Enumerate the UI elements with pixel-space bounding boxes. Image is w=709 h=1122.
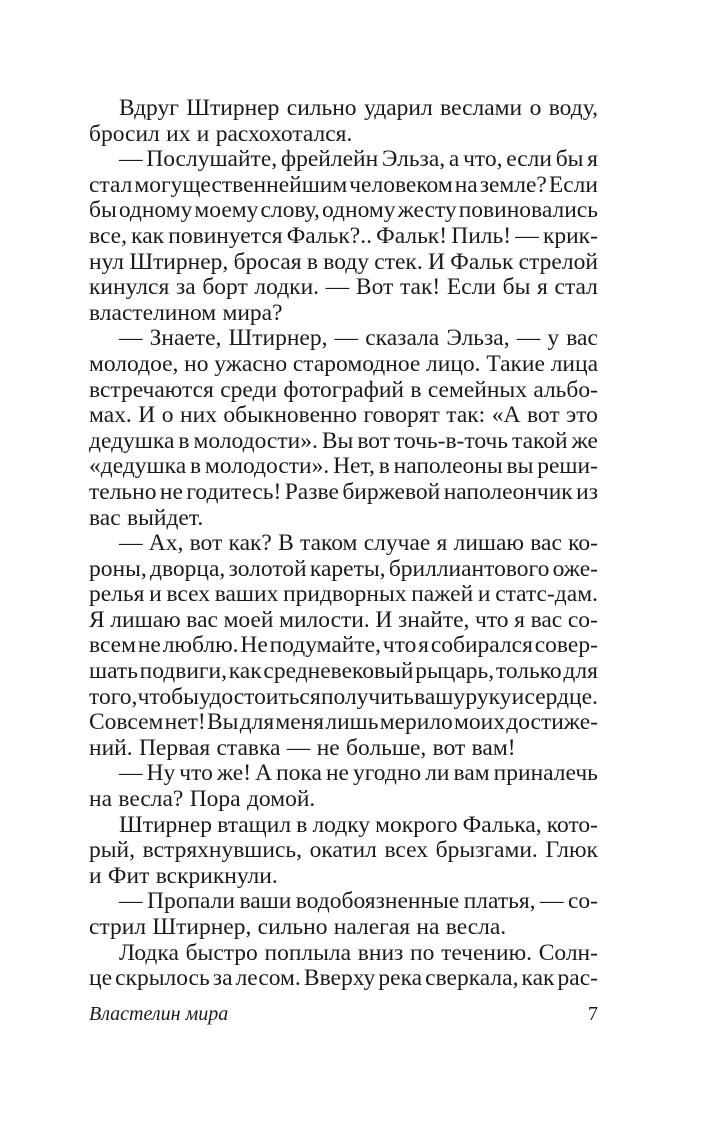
word: молодости».: [204, 453, 330, 480]
word: вам!: [471, 734, 516, 761]
word: руку: [465, 683, 512, 710]
word: что: [179, 760, 213, 787]
word: в: [296, 811, 308, 838]
word: Лодка: [119, 939, 179, 966]
word: платья,: [463, 888, 536, 915]
word: Солн-: [538, 939, 598, 966]
word: альбо-: [533, 376, 598, 403]
word: человеком: [349, 171, 453, 198]
word: меня: [275, 709, 325, 736]
page-body: [89, 96, 598, 992]
word: бросил: [89, 120, 160, 147]
word: на: [89, 786, 113, 813]
word: обыкновенно: [223, 402, 357, 429]
word: Пора: [189, 786, 241, 813]
word: моих: [454, 709, 505, 736]
word: знайте,: [397, 606, 470, 633]
text-line: [89, 813, 598, 839]
word: Штирнер,: [129, 248, 229, 275]
word: фрейлейн: [280, 146, 379, 173]
word: борт: [202, 274, 248, 301]
word: подвиги,: [139, 658, 228, 685]
word: рыцарь,: [415, 658, 495, 685]
word: вам: [453, 760, 490, 787]
text-line: [89, 173, 598, 199]
word: и: [477, 581, 491, 608]
word: скрылось: [115, 965, 210, 992]
word: стал: [89, 171, 133, 198]
word: статс-дам.: [495, 581, 598, 608]
text-line: [89, 480, 598, 506]
word: —: [334, 325, 359, 352]
text-line: [89, 710, 598, 736]
word: одному: [321, 197, 396, 224]
word: же: [571, 427, 598, 454]
word: в: [178, 427, 190, 454]
running-title: Властелин мира: [89, 1003, 229, 1025]
word: в: [189, 453, 202, 480]
word: вот: [357, 427, 390, 454]
word: я: [514, 606, 525, 633]
word: водобоязненные: [295, 888, 460, 915]
word: лишаю: [453, 530, 524, 557]
word: И: [138, 402, 156, 429]
text-line: [89, 966, 598, 992]
word: в: [378, 453, 390, 480]
word: брызгами.: [435, 837, 538, 864]
word: Вы: [206, 709, 239, 736]
word: мерило: [379, 709, 453, 736]
word: получить: [320, 683, 414, 710]
word: Знаете,: [149, 325, 222, 352]
word: в: [410, 376, 422, 403]
word: не: [159, 478, 183, 505]
word: поплыла: [264, 939, 352, 966]
word: крик-: [542, 222, 598, 249]
word: со-: [567, 888, 598, 915]
word: вас: [186, 606, 218, 633]
text-line: [89, 659, 598, 685]
word: точь-в-точь: [394, 427, 509, 454]
word: собирался: [430, 632, 533, 659]
word: только: [495, 658, 562, 685]
word: их: [166, 120, 191, 147]
word: втащил: [217, 811, 292, 838]
word: сильно: [286, 95, 357, 121]
word: лесом.: [235, 965, 301, 992]
word: как?: [228, 530, 272, 557]
word: и: [149, 581, 162, 608]
word: Фит: [107, 862, 150, 889]
word: сверкала,: [425, 965, 519, 992]
word: Нет,: [333, 453, 375, 480]
word: чтобы: [137, 683, 199, 710]
word: Штирнер,: [152, 914, 252, 940]
word: ставка: [216, 734, 281, 761]
word: угодно: [353, 760, 422, 787]
word: лица: [550, 350, 598, 377]
word: мокрого: [375, 811, 458, 838]
text-line: [89, 429, 598, 455]
word: о: [161, 402, 174, 429]
word: течению.: [441, 939, 533, 966]
word: приналечь: [493, 760, 598, 787]
word: кото-: [546, 811, 598, 838]
word: Не: [240, 632, 268, 659]
word: что: [382, 632, 417, 659]
word: пока: [276, 760, 322, 787]
word: бриллиантового: [388, 555, 550, 582]
word: —: [325, 274, 350, 301]
word: старомодное: [292, 350, 421, 377]
word: бросая: [233, 248, 302, 275]
word: вниз: [357, 939, 404, 966]
word: Такие: [486, 350, 545, 377]
page-number: 7: [588, 1003, 598, 1025]
word: Фальк?..: [286, 222, 372, 249]
word: налегая: [333, 914, 411, 940]
word: рый,: [89, 837, 135, 864]
word: у: [547, 325, 560, 352]
word: весла.: [445, 914, 507, 940]
word: Вдруг: [119, 95, 179, 121]
word: говорят: [363, 402, 440, 429]
text-line: [89, 352, 598, 378]
word: что: [475, 606, 509, 633]
text-line: [89, 147, 598, 173]
word: моему: [194, 197, 259, 224]
word: лицо.: [426, 350, 481, 377]
word: и: [511, 683, 525, 710]
word: и: [196, 120, 210, 147]
word: расхохотался.: [215, 120, 353, 147]
word: оже-: [552, 555, 598, 582]
text-line: [89, 633, 598, 659]
word: —: [516, 325, 541, 352]
word: моей: [223, 606, 274, 633]
word: Разве: [284, 478, 339, 505]
word: всех: [384, 837, 429, 864]
word: по: [410, 939, 435, 966]
word: шать: [89, 658, 138, 685]
word: не: [316, 734, 340, 761]
word: совер-: [534, 632, 598, 659]
word: мах.: [89, 402, 132, 429]
word: придворных: [283, 581, 407, 608]
word: лишаю: [110, 606, 181, 633]
text-line: [89, 301, 598, 327]
word: повинуется: [168, 222, 283, 249]
word: пажей: [411, 581, 474, 608]
word: из: [576, 478, 598, 505]
word: Фальк: [450, 248, 514, 275]
page-footer: [89, 1000, 598, 1028]
word: Если: [548, 171, 598, 198]
word: Совсем: [89, 709, 164, 736]
word: реши-: [537, 453, 598, 480]
word: что,: [463, 146, 503, 173]
word: и: [89, 862, 102, 889]
word: «А: [491, 402, 521, 429]
word: властелином: [89, 299, 217, 326]
word: земле?: [479, 171, 547, 198]
word: всех: [166, 581, 210, 608]
word: наполеоны: [393, 453, 503, 480]
word: рас-: [557, 965, 598, 992]
word: И: [428, 248, 445, 275]
word: бы: [502, 274, 531, 301]
text-line: [89, 608, 598, 634]
word: весла?: [118, 786, 184, 813]
word: среди: [220, 376, 278, 403]
word: Штирнер: [186, 95, 280, 121]
word: ударил: [363, 95, 433, 121]
text-line: [89, 224, 598, 250]
word: Вверху: [303, 965, 376, 992]
word: стал: [554, 274, 598, 301]
text-line: [89, 122, 598, 148]
word: воду,: [548, 95, 598, 121]
word: Ну: [146, 760, 176, 787]
text-line: [89, 915, 598, 941]
text-line: [89, 685, 598, 711]
word: Послушайте,: [146, 146, 278, 173]
word: А: [255, 760, 273, 787]
word: быстро: [185, 939, 258, 966]
text-line: [89, 326, 598, 352]
word: бы: [555, 146, 584, 173]
word: Фалька,: [462, 811, 542, 838]
word: милости.: [279, 606, 370, 633]
word: больше,: [346, 734, 427, 761]
text-line: [89, 761, 598, 787]
word: Пиль!: [451, 222, 512, 249]
word: я: [436, 530, 448, 557]
word: я: [418, 632, 429, 659]
word: молодое,: [89, 350, 179, 377]
word: так!: [399, 274, 441, 301]
word: слову,: [260, 197, 320, 224]
word: Глюк: [545, 837, 598, 864]
word: Если: [446, 274, 496, 301]
word: со-: [567, 606, 598, 633]
word: —: [515, 222, 539, 249]
word: —: [539, 888, 564, 915]
text-line: [89, 275, 598, 301]
word: вот: [526, 402, 560, 429]
word: подумайте,: [269, 632, 381, 659]
word: Эльза,: [446, 325, 510, 352]
word: них: [180, 402, 217, 429]
text-line: [89, 250, 598, 276]
word: мира?: [222, 299, 283, 326]
word: на: [416, 914, 440, 940]
word: «дедушка: [89, 453, 187, 480]
word: нул: [89, 248, 125, 275]
word: роны,: [89, 555, 147, 582]
word: Я: [89, 606, 105, 633]
word: бы: [89, 197, 117, 224]
word: —: [119, 888, 143, 915]
word: на: [454, 171, 478, 198]
word: домой.: [246, 786, 316, 813]
word: ли: [425, 760, 450, 787]
word: ко-: [568, 530, 598, 557]
word: релья: [89, 581, 145, 608]
word: Вот: [355, 274, 394, 301]
word: за: [212, 965, 233, 992]
word: окатил: [309, 837, 377, 864]
word: вы: [506, 453, 534, 480]
word: я: [537, 274, 548, 301]
word: средневековый: [263, 658, 414, 685]
word: так:: [446, 402, 486, 429]
word: вас: [566, 325, 598, 352]
word: одному: [118, 197, 193, 224]
word: ний.: [89, 734, 133, 761]
word: лишь: [325, 709, 379, 736]
word: ваши: [239, 888, 292, 915]
text-line: [89, 941, 598, 967]
word: таком: [300, 530, 358, 557]
word: всем: [89, 632, 136, 659]
word: вот: [432, 734, 466, 761]
word: кареты,: [309, 555, 386, 582]
word: же!: [216, 760, 252, 787]
text-line: [89, 378, 598, 404]
word: как: [131, 222, 165, 249]
word: о: [529, 95, 542, 121]
text-line: [89, 557, 598, 583]
word: вас: [530, 530, 562, 557]
word: удостоиться: [199, 683, 321, 710]
word: выйдет.: [127, 504, 204, 531]
word: встречаются: [89, 376, 214, 403]
word: Эльза,: [381, 146, 446, 173]
word: повиновались: [458, 197, 598, 224]
text-line: [89, 403, 598, 429]
text-line: [89, 582, 598, 608]
word: це: [89, 965, 113, 992]
word: стрил: [89, 914, 147, 940]
word: сказала: [365, 325, 440, 352]
word: такой: [512, 427, 568, 454]
word: жесту: [397, 197, 457, 224]
word: тельно: [89, 478, 157, 505]
text-line: [89, 787, 598, 813]
word: сильно: [257, 914, 328, 940]
word: —: [119, 146, 143, 173]
text-line: [89, 889, 598, 915]
word: дворца,: [150, 555, 226, 582]
word: вскрикнули.: [155, 862, 278, 889]
word: воду: [323, 248, 369, 275]
word: сердце.: [524, 683, 598, 710]
word: могущественнейшим: [134, 171, 348, 198]
word: кинулся: [89, 274, 170, 301]
text-line: [89, 531, 598, 557]
word: не: [325, 760, 349, 787]
word: годитесь!: [186, 478, 282, 505]
text-line: [89, 736, 598, 762]
word: Штирнер,: [228, 325, 328, 352]
word: —: [119, 325, 143, 352]
text-line: [89, 506, 598, 532]
word: —: [286, 734, 311, 761]
word: —: [119, 760, 143, 787]
word: В: [278, 530, 294, 557]
word: река: [378, 965, 423, 992]
text-line: [89, 838, 598, 864]
text-line: [89, 454, 598, 480]
word: Штирнер: [119, 811, 213, 838]
word: вот: [189, 530, 223, 557]
word: И: [375, 606, 393, 633]
word: веслами: [440, 95, 523, 121]
word: люблю.: [162, 632, 239, 659]
word: ваших: [214, 581, 279, 608]
word: Пропали: [146, 888, 235, 915]
word: я: [587, 146, 598, 173]
word: вас: [89, 504, 121, 531]
word: —: [119, 530, 143, 557]
word: молодости».: [193, 427, 318, 454]
word: нет!: [164, 709, 206, 736]
word: не: [137, 632, 161, 659]
word: семейных: [427, 376, 527, 403]
word: ужасно: [214, 350, 288, 377]
word: стрелой: [518, 248, 598, 275]
word: случае: [363, 530, 431, 557]
word: все,: [89, 222, 127, 249]
word: фотографий: [283, 376, 404, 403]
word: в: [306, 248, 318, 275]
word: биржевой: [342, 478, 441, 505]
word: но: [184, 350, 209, 377]
word: золотой: [228, 555, 307, 582]
word: если: [506, 146, 552, 173]
word: Ах,: [148, 530, 184, 557]
word: это: [566, 402, 598, 429]
word: лодки.: [254, 274, 320, 301]
word: лодку: [312, 811, 371, 838]
word: для: [563, 658, 598, 685]
text-line: [89, 198, 598, 224]
word: наполеончик: [443, 478, 573, 505]
word: стек.: [374, 248, 423, 275]
word: как: [228, 658, 262, 685]
word: вашу: [414, 683, 466, 710]
text-line: [89, 864, 598, 890]
word: как: [521, 965, 555, 992]
text-line: [89, 96, 598, 122]
word: для: [239, 709, 275, 736]
word: вас: [530, 606, 563, 633]
word: встряхнувшись,: [142, 837, 302, 864]
word: Вы: [321, 427, 354, 454]
word: за: [175, 274, 196, 301]
word: дедушка: [89, 427, 175, 454]
word: Фальк!: [376, 222, 448, 249]
word: того,: [89, 683, 138, 710]
word: Первая: [138, 734, 211, 761]
word: а: [448, 146, 460, 173]
word: достиже-: [506, 709, 598, 736]
